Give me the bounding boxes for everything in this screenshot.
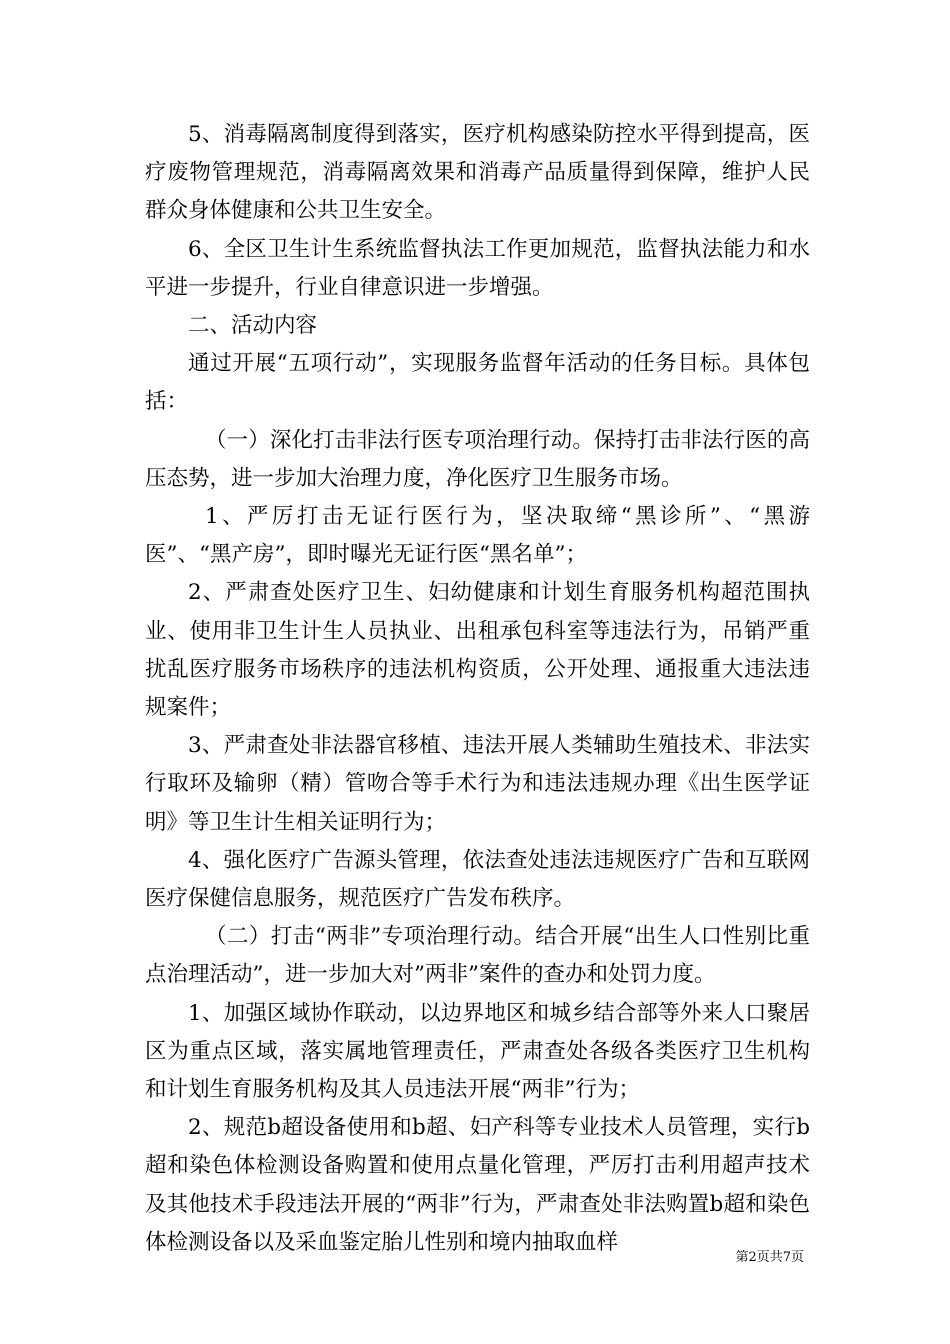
paragraph-item-5: 5、消毒隔离制度得到落实，医疗机构感染防控水平得到提高，医疗废物管理规范，消毒隔离效果和消毒产品质量得到保障，维护人民群众身体健康和公共卫生安全。: [145, 122, 810, 224]
subsection-one: （一）深化打击非法行医专项治理行动。保持打击非法行医的高压态势，进一步加大治理力度，净化医疗卫生服务市场。: [145, 427, 810, 491]
subsection-one-item-2: 2、严肃查处医疗卫生、妇幼健康和计划生育服务机构超范围执业、使用非卫生计生人员执业、出租承包科室等违法行为，吊销严重扰乱医疗服务市场秩序的违法机构资质，公开处理、通报重大违法违规案件；: [145, 580, 810, 721]
document-body: [145, 116, 810, 1262]
subsection-one-item-3: 3、严肃查处非法器官移植、违法开展人类辅助生殖技术、非法实行取环及输卵（精）管吻合等手术行为和违法违规办理《出生医学证明》等卫生计生相关证明行为；: [145, 733, 810, 835]
subsection-two-item-2: 2、规范b超设备使用和b超、妇产科等专业技术人员管理，实行b超和染色体检测设备购置和使用点量化管理，严厉打击利用超声技术及其他技术手段违法开展的“两非”行为，严肃查处非法购置b超和染色体检测设备以及采血鉴定胎儿性别和境内抽取血样: [145, 1115, 810, 1255]
subsection-two: （二）打击“两非”专项治理行动。结合开展“出生人口性别比重点治理活动”，进一步加大对”两非”案件的查办和处罚力度。: [145, 924, 810, 988]
subsection-one-item-4: 4、强化医疗广告源头管理，依法查处违法违规医疗广告和互联网医疗保健信息服务，规范医疗广告发布秩序。: [145, 847, 810, 912]
section-heading-activities: 二、活动内容: [188, 313, 318, 339]
paragraph-item-6: 6、全区卫生计生系统监督执法工作更加规范，监督执法能力和水平进一步提升，行业自律意识进一步增强。: [145, 236, 810, 300]
subsection-one-item-1: 1、严厉打击无证行医行为，坚决取缔“黑诊所”、“黑游医”、“黑产房”，即时曝光无证行医“黑名单”；: [145, 504, 810, 568]
page-number-footer: 第2页共7页: [735, 1250, 804, 1265]
paragraph-intro: 通过开展“五项行动”，实现服务监督年活动的任务目标。具体包括：: [145, 351, 810, 415]
subsection-two-item-1: 1、加强区域协作联动，以边界地区和城乡结合部等外来人口聚居区为重点区域，落实属地管理责任，严肃查处各级各类医疗卫生机构和计划生育服务机构及其人员违法开展“两非”行为；: [145, 1000, 810, 1103]
